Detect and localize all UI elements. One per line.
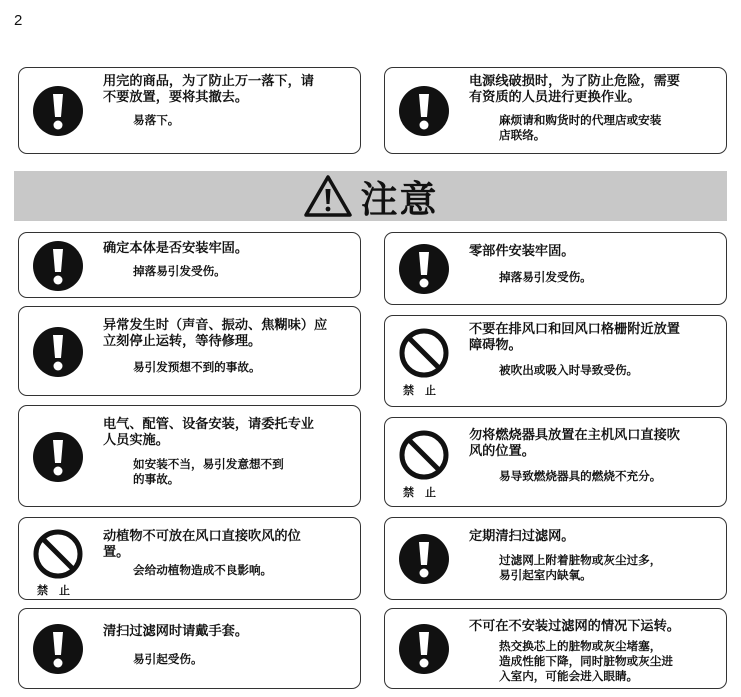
card-sub-text: 易引起受伤。 bbox=[133, 652, 203, 666]
caution-card-combustion-appliance bbox=[384, 417, 727, 507]
caution-card-plants-animals bbox=[18, 517, 361, 600]
caution-card-no-filter bbox=[384, 608, 727, 689]
exclamation-icon bbox=[398, 533, 450, 585]
caution-card-clean-filter bbox=[384, 517, 727, 600]
card-main-text: 不要在排风口和回风口格栅附近放置 障碍物。 bbox=[469, 322, 680, 353]
card-main-text: 勿将燃烧器具放置在主机风口直接吹 风的位置。 bbox=[469, 428, 680, 459]
card-main-text: 电气、配管、设备安装，请委托专业 人员实施。 bbox=[103, 417, 314, 448]
caution-card-vent-obstacles bbox=[384, 315, 727, 407]
exclamation-icon bbox=[398, 85, 450, 137]
page-number: 2 bbox=[14, 12, 23, 29]
exclamation-icon bbox=[32, 326, 84, 378]
forbidden-label: 禁止 bbox=[37, 584, 81, 597]
card-sub-text: 如安装不当，易引发意想不到 的事故。 bbox=[133, 457, 284, 486]
exclamation-icon bbox=[32, 431, 84, 483]
caution-card-body-secure bbox=[18, 232, 361, 298]
card-sub-text: 掉落易引发受伤。 bbox=[133, 264, 226, 278]
caution-banner bbox=[14, 171, 727, 221]
card-sub-text: 过滤网上附着脏物或灰尘过多， 易引起室内缺氧。 bbox=[499, 553, 662, 582]
card-sub-text: 掉落易引发受伤。 bbox=[499, 270, 592, 284]
exclamation-icon bbox=[32, 623, 84, 675]
prohibition-icon bbox=[398, 429, 450, 481]
prohibition-icon bbox=[32, 528, 84, 580]
warning-card-remove-unused bbox=[18, 67, 361, 154]
card-sub-text: 麻烦请和购货时的代理店或安装 店联络。 bbox=[499, 113, 662, 142]
card-sub-text: 易引发预想不到的事故。 bbox=[133, 360, 261, 374]
exclamation-icon bbox=[32, 240, 84, 292]
card-main-text: 不可在不安装过滤网的情况下运转。 bbox=[469, 619, 680, 634]
card-main-text: 定期清扫过滤网。 bbox=[469, 529, 575, 544]
card-sub-text: 会给动植物造成不良影响。 bbox=[133, 563, 273, 577]
caution-card-abnormal-stop bbox=[18, 306, 361, 396]
card-sub-text: 易落下。 bbox=[133, 113, 180, 127]
warning-triangle-icon bbox=[303, 174, 353, 218]
caution-card-professional-install bbox=[18, 405, 361, 507]
card-main-text: 用完的商品，为了防止万一落下，请 不要放置，要将其撤去。 bbox=[103, 74, 314, 105]
caution-card-parts-secure bbox=[384, 232, 727, 305]
caution-card-wear-gloves bbox=[18, 608, 361, 689]
forbidden-label: 禁止 bbox=[403, 486, 447, 499]
card-sub-text: 易导致燃烧器具的燃烧不充分。 bbox=[499, 469, 662, 483]
card-sub-text: 热交换芯上的脏物或灰尘堵塞， 造成性能下降，同时脏物或灰尘进 入室内，可能会进入眼睛。 bbox=[499, 639, 673, 683]
card-main-text: 零部件安装牢固。 bbox=[469, 244, 575, 259]
exclamation-icon bbox=[32, 85, 84, 137]
card-main-text: 确定本体是否安装牢固。 bbox=[103, 241, 249, 256]
banner-title: 注意 bbox=[360, 178, 439, 221]
prohibition-icon bbox=[398, 327, 450, 379]
card-main-text: 清扫过滤网时请戴手套。 bbox=[103, 624, 249, 639]
card-main-text: 动植物不可放在风口直接吹风的位 置。 bbox=[103, 529, 301, 560]
card-main-text: 异常发生时（声音、振动、焦糊味）应 立刻停止运转，等待修理。 bbox=[103, 318, 328, 349]
warning-card-power-cord bbox=[384, 67, 727, 154]
card-main-text: 电源线破损时，为了防止危险，需要 有资质的人员进行更换作业。 bbox=[469, 74, 680, 105]
exclamation-icon bbox=[398, 623, 450, 675]
forbidden-label: 禁止 bbox=[403, 384, 447, 397]
card-sub-text: 被吹出或吸入时导致受伤。 bbox=[499, 363, 639, 377]
exclamation-icon bbox=[398, 243, 450, 295]
